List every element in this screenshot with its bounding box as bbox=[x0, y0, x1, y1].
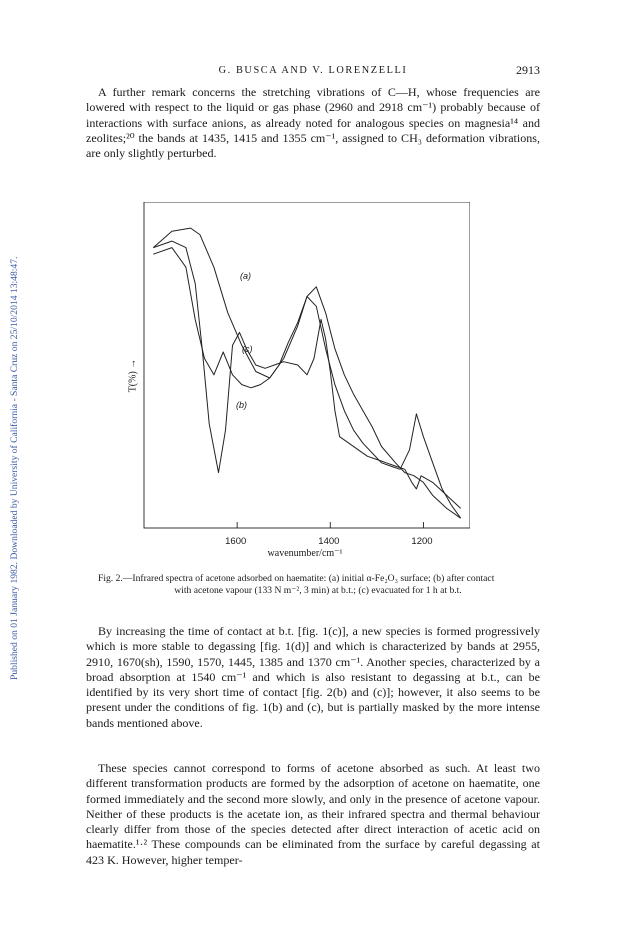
spectrum-line-c bbox=[153, 248, 460, 519]
x-tick-label-1200: 1200 bbox=[411, 536, 433, 547]
x-tick-label-1600: 1600 bbox=[225, 536, 247, 547]
caption-line-2: with acetone vapour (133 N m⁻², 3 min) at b.t.; (c) evacuated for 1 h at b.t. bbox=[174, 584, 462, 596]
page-header bbox=[86, 65, 540, 79]
paragraph-2: By increasing the time of contact at b.t. [fig. 1(c)], a new species is formed progressively which is more stable to degassing [fig. 1(d)] and which is characterized by bands at 2955, 2910, 1670(sh), 1590, 1570, 1445, 1385 and 1370 cm⁻¹. Another species, characterized by a broad absorption at 1540 cm⁻¹ and which is also resistant to degassing at b.t., can be identified by its very short time of contact [fig. 2(b) and (c)]; however, it also seems to be present under the conditions of fig. 1(b) and (c), but is partially masked by the more intense bands mentioned above. bbox=[86, 624, 540, 730]
curve-label-b: (b) bbox=[236, 400, 247, 410]
x-axis-label: wavenumber/cm⁻¹ bbox=[267, 548, 343, 559]
download-notice bbox=[8, 120, 22, 680]
page-number: 2913 bbox=[516, 63, 540, 77]
curve-label-c: (c) bbox=[242, 344, 253, 354]
figure-caption bbox=[98, 573, 538, 596]
spectrum-line-b bbox=[153, 241, 460, 508]
running-head: G. BUSCA AND V. LORENZELLI bbox=[218, 65, 408, 76]
ir-spectra-figure bbox=[127, 202, 470, 562]
x-tick-label-1400: 1400 bbox=[318, 536, 340, 547]
download-notice-text: Published on 01 January 1982. Downloaded by University of California - Santa Cruz on 25/10/2014 13:48:47. bbox=[9, 256, 20, 680]
curve-label-a: (a) bbox=[240, 271, 251, 281]
paragraph-3: These species cannot correspond to forms of acetone absorbed as such. At least two different transformation products are formed by the adsorption of acetone on haematite, one formed immediately and the second more slowly, and only in the presence of acetone vapour. Neither of these products is the acetate ion, as their infrared spectra and thermal behaviour clearly differ from those of the species detected after direct interaction of acetic acid on haematite.¹·² These compounds can be eliminated from the surface by careful degassing at 423 K. However, higher temper- bbox=[86, 761, 540, 867]
caption-line-1: Fig. 2.—Infrared spectra of acetone adsorbed on haematite: (a) initial α-Fe₂O₃ surface; (b) after contact bbox=[98, 573, 495, 584]
paragraph-1: A further remark concerns the stretching vibrations of C—H, whose frequencies are lowered with respect to the liquid or gas phase (2960 and 2918 cm⁻¹) probably because of interactions with surface anions, as already noted for analogous species on magnesia¹⁴ and zeolites;²⁰ the bands at 1435, 1415 and 1355 cm⁻¹, assigned to CH₃ deformation vibrations, are only slightly perturbed. bbox=[86, 85, 540, 161]
plot-frame bbox=[144, 202, 470, 528]
ir-spectra-chart bbox=[140, 202, 470, 532]
spectrum-line-a bbox=[153, 228, 460, 518]
y-axis-label: T(%) → bbox=[127, 358, 139, 393]
